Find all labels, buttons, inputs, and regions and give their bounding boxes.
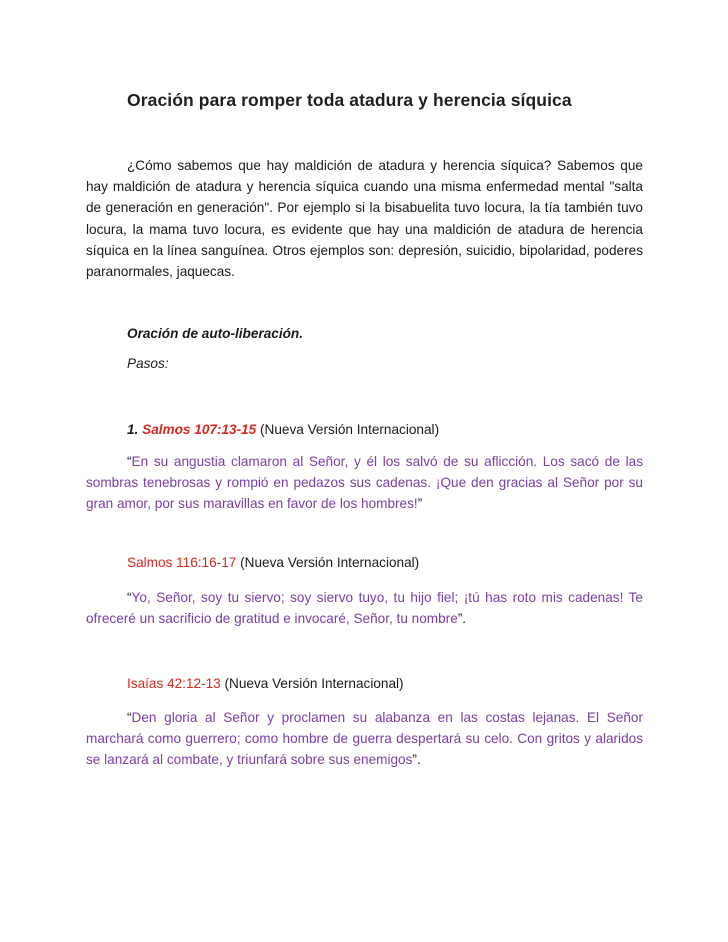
passage-1-text: En su angustia clamaron al Señor, y él los salvó de su aflicción. Los sacó de las sombras tenebrosas y rompió en pedazos sus cadenas. ¡Que den gracias al Señor por su gran amor, por sus maravillas en favor de los hombres! (86, 454, 643, 512)
passage-3-close-quote: ”. (412, 752, 421, 768)
passage-2-reference: Salmos 116:16-17 (127, 555, 237, 570)
passage-2-close-quote: ”. (457, 611, 467, 627)
passage-3-header (127, 676, 404, 691)
passage-1-header (127, 422, 439, 437)
passage-1-close-quote: ” (417, 496, 423, 512)
passage-2-text: Yo, Señor, soy tu siervo; soy siervo tuyo, tu hijo fiel; ¡tú has roto mis cadenas! Te ofreceré un sacrificio de gratitud e invocaré, Señor, tu nombre (86, 590, 643, 627)
passage-1-quote (86, 451, 643, 515)
passage-2-header (127, 555, 419, 570)
passage-2-version: (Nueva Versión Internacional) (240, 555, 420, 570)
passage-3-text: Den gloria al Señor y proclamen su alabanza en las costas lejanas. El Señor marchará como guerrero; como hombre de guerra despertará su celo. Con gritos y alaridos se lanzará al combate, y triunfará sobre sus enemigos (86, 710, 643, 768)
passage-3-quote (86, 707, 643, 771)
intro-paragraph: ¿Cómo sabemos que hay maldición de atadura y herencia síquica? Sabemos que hay maldición de atadura y herencia síquica cuando una misma enfermedad mental "salta de generación en generación". Por ejemplo si la bisabuelita tuvo locura, la tía también tuvo locura, la mama tuvo locura, es evidente que hay una maldición de atadura de herencia síquica en la línea sanguínea. Otros ejemplos son: depresión, suicidio, bipolaridad, poderes paranormales, jaquecas. (86, 158, 643, 280)
passage-1-open-quote: “ (127, 454, 132, 469)
passage-1-number: 1. (127, 422, 139, 437)
passage-2-open-quote: “ (127, 590, 132, 605)
passage-3-open-quote: “ (127, 710, 132, 725)
steps-label: Pasos: (127, 356, 169, 371)
passage-3-reference: Isaías 42:12-13 (127, 676, 221, 691)
page-title: Oración para romper toda atadura y herencia síquica (127, 90, 572, 110)
passage-1-reference: Salmos 107:13-15 (142, 422, 257, 437)
passage-2-quote (86, 587, 643, 629)
passage-3-version: (Nueva Versión Internacional) (224, 676, 404, 691)
passage-1-version: (Nueva Versión Internacional) (260, 422, 440, 437)
prayer-heading: Oración de auto-liberación. (127, 326, 303, 341)
